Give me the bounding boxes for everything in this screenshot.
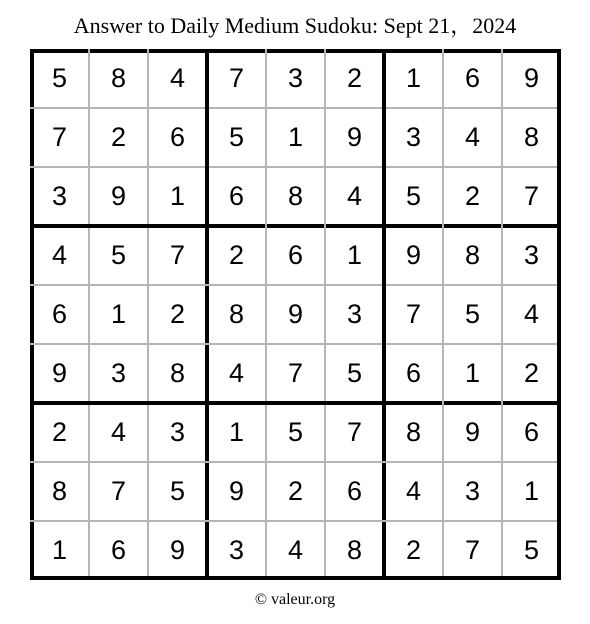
sudoku-cell[interactable]: 4 [523, 299, 540, 329]
sudoku-board [30, 49, 561, 580]
sudoku-cell[interactable]: 1 [110, 299, 127, 329]
sudoku-cell[interactable]: 6 [51, 299, 68, 329]
sudoku-cell[interactable]: 5 [405, 181, 422, 211]
sudoku-cell[interactable]: 7 [405, 299, 422, 329]
sudoku-cell[interactable]: 7 [464, 535, 481, 565]
sudoku-cell[interactable]: 6 [464, 63, 481, 93]
sudoku-cell[interactable]: 5 [228, 122, 245, 152]
page-title: Answer to Daily Medium Sudoku: Sept 21，2024 [73, 13, 517, 38]
sudoku-cell[interactable]: 6 [523, 417, 540, 447]
sudoku-cell[interactable]: 3 [228, 535, 245, 565]
sudoku-cell[interactable]: 2 [228, 240, 245, 270]
sudoku-cell[interactable]: 1 [228, 417, 245, 447]
sudoku-cell[interactable]: 3 [405, 122, 422, 152]
sudoku-cell[interactable]: 8 [464, 240, 481, 270]
sudoku-cell[interactable]: 2 [287, 476, 304, 506]
sudoku-cell[interactable]: 2 [523, 358, 540, 388]
sudoku-cell[interactable]: 3 [287, 63, 304, 93]
sudoku-cell[interactable]: 4 [51, 240, 68, 270]
sudoku-cell[interactable]: 4 [287, 535, 304, 565]
sudoku-cell[interactable]: 7 [169, 240, 186, 270]
sudoku-cell[interactable]: 9 [464, 417, 481, 447]
sudoku-cell[interactable]: 2 [346, 63, 363, 93]
sudoku-cell[interactable]: 6 [169, 122, 186, 152]
sudoku-cell[interactable]: 3 [523, 240, 540, 270]
sudoku-cell[interactable]: 2 [169, 299, 186, 329]
sudoku-cell[interactable]: 8 [287, 181, 304, 211]
sudoku-cell[interactable]: 9 [228, 476, 245, 506]
sudoku-cell[interactable]: 8 [405, 417, 422, 447]
sudoku-cell[interactable]: 9 [287, 299, 304, 329]
sudoku-cell[interactable]: 8 [110, 63, 127, 93]
sudoku-cell[interactable]: 1 [464, 358, 481, 388]
sudoku-cell[interactable]: 7 [523, 181, 540, 211]
sudoku-cell[interactable]: 9 [523, 63, 540, 93]
sudoku-cell[interactable]: 2 [464, 181, 481, 211]
sudoku-cell[interactable]: 3 [110, 358, 127, 388]
sudoku-cell[interactable]: 5 [287, 417, 304, 447]
sudoku-cell[interactable]: 9 [51, 358, 68, 388]
sudoku-cell[interactable]: 6 [110, 535, 127, 565]
copyright-footer: © valeur.org [254, 591, 336, 608]
sudoku-cell[interactable]: 4 [110, 417, 127, 447]
sudoku-cell[interactable]: 7 [287, 358, 304, 388]
sudoku-cell[interactable]: 2 [405, 535, 422, 565]
sudoku-cell[interactable]: 3 [169, 417, 186, 447]
sudoku-cell[interactable]: 5 [169, 476, 186, 506]
sudoku-cell[interactable]: 4 [405, 476, 422, 506]
sudoku-cell[interactable]: 7 [110, 476, 127, 506]
sudoku-cell[interactable]: 6 [405, 358, 422, 388]
sudoku-cell[interactable]: 5 [523, 535, 540, 565]
sudoku-cell[interactable]: 9 [169, 535, 186, 565]
sudoku-cell[interactable]: 5 [464, 299, 481, 329]
sudoku-cell[interactable]: 4 [464, 122, 481, 152]
sudoku-cell[interactable]: 5 [110, 240, 127, 270]
sudoku-cell[interactable]: 6 [346, 476, 363, 506]
sudoku-cell[interactable]: 4 [228, 358, 245, 388]
sudoku-cell[interactable]: 1 [169, 181, 186, 211]
sudoku-cell[interactable]: 8 [523, 122, 540, 152]
sudoku-cell[interactable]: 8 [228, 299, 245, 329]
sudoku-cell[interactable]: 1 [523, 476, 540, 506]
sudoku-cell[interactable]: 2 [51, 417, 68, 447]
sudoku-cell[interactable]: 9 [405, 240, 422, 270]
sudoku-cell[interactable]: 7 [51, 122, 68, 152]
sudoku-cell[interactable]: 3 [51, 181, 68, 211]
sudoku-cell[interactable]: 2 [110, 122, 127, 152]
sudoku-cell[interactable]: 1 [287, 122, 304, 152]
sudoku-cell[interactable]: 5 [51, 63, 68, 93]
sudoku-cell[interactable]: 4 [346, 181, 363, 211]
sudoku-cell[interactable]: 9 [110, 181, 127, 211]
sudoku-cell[interactable]: 4 [169, 63, 186, 93]
sudoku-cell[interactable]: 1 [346, 240, 363, 270]
sudoku-cell[interactable]: 7 [346, 417, 363, 447]
sudoku-cell[interactable]: 1 [405, 63, 422, 93]
sudoku-cell[interactable]: 3 [464, 476, 481, 506]
sudoku-cell[interactable]: 8 [169, 358, 186, 388]
sudoku-cell[interactable]: 6 [287, 240, 304, 270]
sudoku-cell[interactable]: 9 [346, 122, 363, 152]
sudoku-cell[interactable]: 1 [51, 535, 68, 565]
sudoku-cell[interactable]: 5 [346, 358, 363, 388]
sudoku-cell[interactable]: 8 [51, 476, 68, 506]
sudoku-cell[interactable]: 6 [228, 181, 245, 211]
sudoku-cell[interactable]: 7 [228, 63, 245, 93]
sudoku-cell[interactable]: 3 [346, 299, 363, 329]
sudoku-cell[interactable]: 8 [346, 535, 363, 565]
